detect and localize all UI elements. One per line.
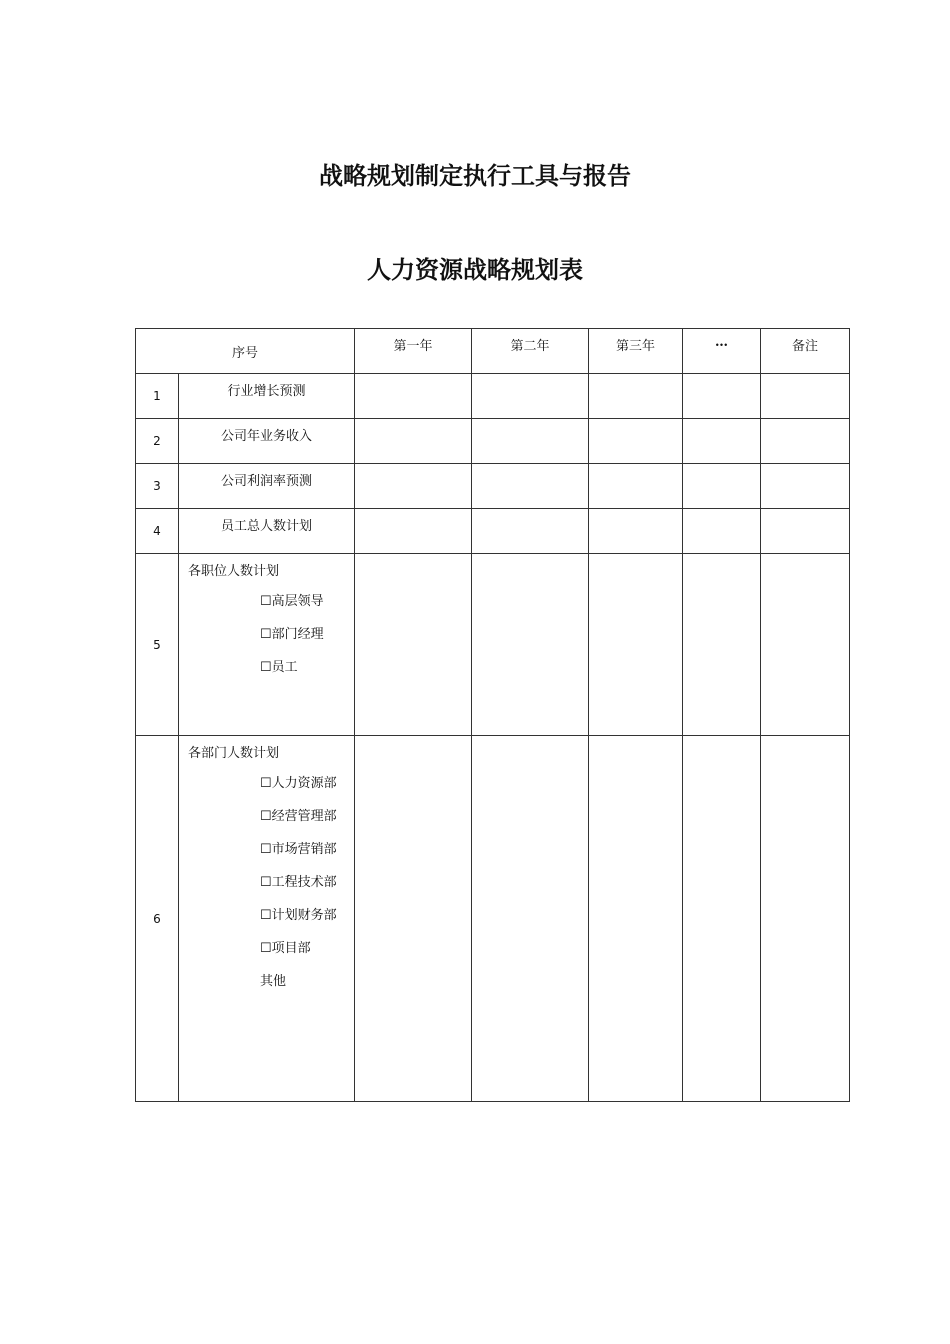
row-item: 公司年业务收入 — [179, 419, 355, 464]
table-row — [136, 464, 850, 509]
row-number: 6 — [136, 736, 179, 1102]
cell-more[interactable] — [683, 419, 761, 464]
table-row — [136, 419, 850, 464]
table-row — [136, 554, 850, 736]
cell-year-3[interactable] — [589, 374, 683, 419]
cell-year-1[interactable] — [355, 374, 472, 419]
cell-year-2[interactable] — [472, 736, 589, 1102]
option-dept-manager[interactable]: ☐部门经理 — [260, 627, 324, 642]
option-marketing-dept[interactable]: ☐市场营销部 — [260, 842, 337, 857]
cell-note[interactable] — [761, 554, 850, 736]
cell-note[interactable] — [761, 736, 850, 1102]
option-project-dept[interactable]: ☐项目部 — [260, 941, 311, 956]
header-year-2: 第二年 — [472, 329, 589, 374]
cell-year-3[interactable] — [589, 509, 683, 554]
row-item: 各部门人数计划 — [188, 746, 280, 761]
table-row — [136, 736, 850, 1102]
header-more: … — [683, 329, 761, 374]
option-management-dept[interactable]: ☐经营管理部 — [260, 809, 337, 824]
row-number: 3 — [136, 464, 179, 509]
cell-note[interactable] — [761, 374, 850, 419]
option-list — [179, 773, 354, 992]
cell-year-1[interactable] — [355, 464, 472, 509]
cell-more[interactable] — [683, 509, 761, 554]
cell-note[interactable] — [761, 509, 850, 554]
header-year-3: 第三年 — [589, 329, 683, 374]
cell-year-1[interactable] — [355, 509, 472, 554]
row-item: 员工总人数计划 — [179, 509, 355, 554]
cell-year-1[interactable] — [355, 736, 472, 1102]
row-number: 1 — [136, 374, 179, 419]
cell-year-3[interactable] — [589, 554, 683, 736]
row-item: 各职位人数计划 — [188, 564, 280, 579]
header-row — [136, 329, 850, 374]
row-item-group — [179, 736, 355, 1102]
cell-year-3[interactable] — [589, 464, 683, 509]
hr-plan-table — [135, 328, 850, 1102]
table-title: 人力资源战略规划表 — [367, 255, 583, 284]
cell-year-2[interactable] — [472, 419, 589, 464]
header-note: 备注 — [761, 329, 850, 374]
table-row — [136, 374, 850, 419]
cell-year-3[interactable] — [589, 736, 683, 1102]
cell-more[interactable] — [683, 374, 761, 419]
cell-note[interactable] — [761, 419, 850, 464]
header-year-1: 第一年 — [355, 329, 472, 374]
option-hr-dept[interactable]: ☐人力资源部 — [260, 776, 337, 791]
cell-year-2[interactable] — [472, 374, 589, 419]
row-number: 5 — [136, 554, 179, 736]
cell-year-2[interactable] — [472, 509, 589, 554]
row-number: 4 — [136, 509, 179, 554]
row-item: 公司利润率预测 — [179, 464, 355, 509]
cell-note[interactable] — [761, 464, 850, 509]
header-seq: 序号 — [136, 329, 355, 374]
option-engineering-dept[interactable]: ☐工程技术部 — [260, 875, 337, 890]
cell-year-2[interactable] — [472, 464, 589, 509]
document-title: 战略规划制定执行工具与报告 — [319, 161, 631, 190]
row-number: 2 — [136, 419, 179, 464]
cell-year-2[interactable] — [472, 554, 589, 736]
option-senior-leader[interactable]: ☐高层领导 — [260, 594, 324, 609]
option-other: 其他 — [260, 974, 287, 989]
cell-year-1[interactable] — [355, 554, 472, 736]
row-item-group — [179, 554, 355, 736]
option-list — [179, 591, 354, 678]
cell-more[interactable] — [683, 464, 761, 509]
cell-year-1[interactable] — [355, 419, 472, 464]
cell-year-3[interactable] — [589, 419, 683, 464]
option-finance-dept[interactable]: ☐计划财务部 — [260, 908, 337, 923]
cell-more[interactable] — [683, 736, 761, 1102]
option-staff[interactable]: ☐员工 — [260, 660, 298, 675]
table-row — [136, 509, 850, 554]
cell-more[interactable] — [683, 554, 761, 736]
row-item: 行业增长预测 — [179, 374, 355, 419]
